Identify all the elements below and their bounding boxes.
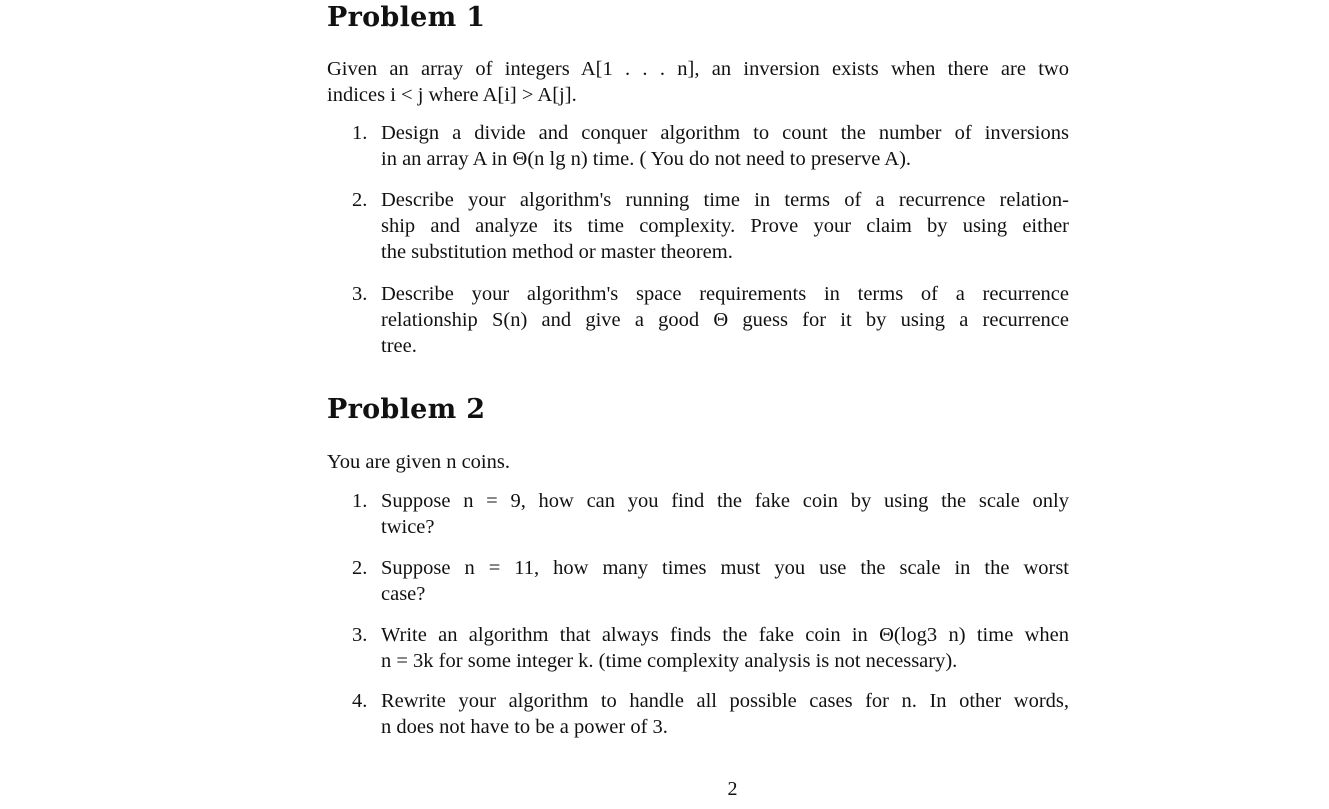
problem-2-intro-line: You are given n coins. bbox=[327, 451, 510, 473]
item-line: relationship S(n) and give a good Θ guess for it by using a recurrence bbox=[381, 309, 1069, 331]
problem-1-intro bbox=[327, 56, 1069, 108]
item-line: n = 3k for some integer k. (time complexity analysis is not necessary). bbox=[381, 650, 958, 672]
item-number: 3. bbox=[352, 283, 368, 305]
item-line: Rewrite your algorithm to handle all possible cases for n. In other words, bbox=[381, 690, 1069, 712]
problem-2-intro bbox=[327, 449, 1069, 475]
problem-1-title: Problem 1 bbox=[327, 2, 486, 33]
page-number: 2 bbox=[727, 778, 738, 800]
problem-2-title: Problem 2 bbox=[327, 394, 486, 425]
item-line: Describe your algorithm's space requirements in terms of a recurrence bbox=[381, 283, 1069, 305]
item-number: 2. bbox=[352, 189, 368, 211]
item-number: 1. bbox=[352, 490, 368, 512]
item-number: 4. bbox=[352, 690, 368, 712]
item-number: 3. bbox=[352, 624, 368, 646]
item-line: in an array A in Θ(n lg n) time. ( You do not need to preserve A). bbox=[381, 148, 912, 170]
problem-1-item-2 bbox=[352, 187, 1069, 265]
item-line: ship and analyze its time complexity. Prove your claim by using either bbox=[381, 215, 1069, 237]
problem-1-item-1 bbox=[352, 120, 1069, 172]
item-line: twice? bbox=[381, 516, 435, 538]
problem-1-intro-line-2: indices i < j where A[i] > A[j]. bbox=[327, 84, 577, 106]
item-line: tree. bbox=[381, 335, 417, 357]
problem-2-item-1 bbox=[352, 488, 1069, 540]
item-line: Suppose n = 9, how can you find the fake coin by using the scale only bbox=[381, 490, 1069, 512]
item-number: 2. bbox=[352, 557, 368, 579]
item-line: Describe your algorithm's running time in terms of a recurrence relation- bbox=[381, 189, 1069, 211]
item-line: Design a divide and conquer algorithm to count the number of inversions bbox=[381, 122, 1069, 144]
item-line: the substitution method or master theorem. bbox=[381, 241, 733, 263]
item-line: n does not have to be a power of 3. bbox=[381, 716, 668, 738]
problem-2-item-2 bbox=[352, 555, 1069, 607]
item-line: Write an algorithm that always finds the fake coin in Θ(log3 n) time when bbox=[381, 624, 1069, 646]
item-line: case? bbox=[381, 583, 426, 605]
problem-1-item-3 bbox=[352, 281, 1069, 359]
problem-2-item-3 bbox=[352, 622, 1069, 674]
problem-2-item-4 bbox=[352, 688, 1069, 740]
item-number: 1. bbox=[352, 122, 368, 144]
problem-1-intro-line-1: Given an array of integers A[1 . . . n], an inversion exists when there are two bbox=[327, 58, 1069, 80]
item-line: Suppose n = 11, how many times must you use the scale in the worst bbox=[381, 557, 1069, 579]
